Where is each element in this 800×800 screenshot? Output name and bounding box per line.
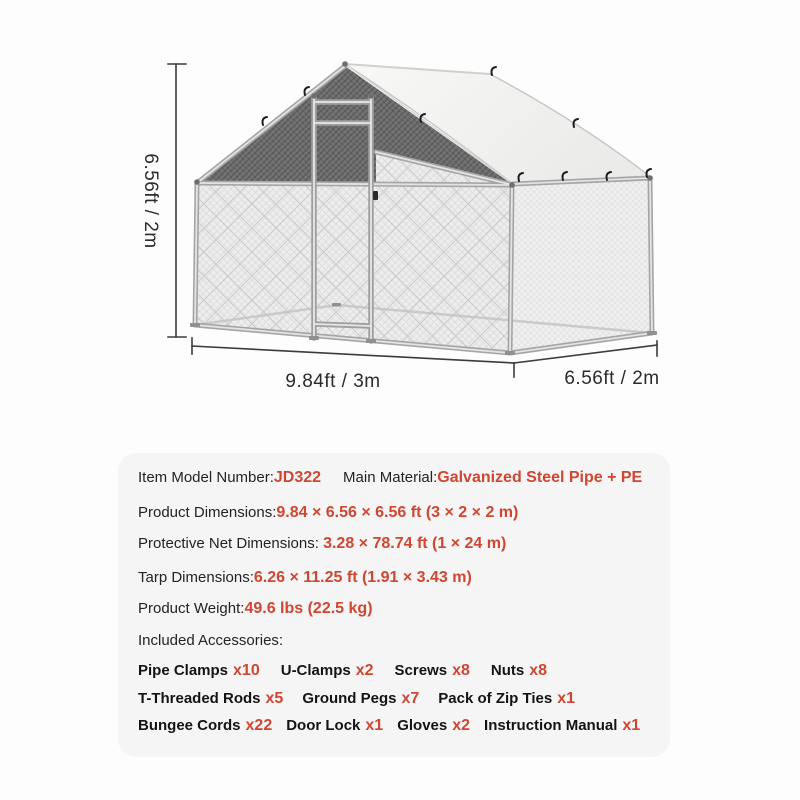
accessory-item: Door Lock x1	[286, 717, 384, 734]
accessories-heading: Included Accessories:	[138, 632, 284, 649]
spec-weight-label: Product Weight:	[138, 600, 245, 617]
accessory-item: Pack of Zip Ties x1	[438, 690, 576, 707]
spec-tarp-dimensions-value: 6.26 × 11.25 ft (1.91 × 3.43 m)	[253, 569, 472, 586]
width-dimension-label: 9.84ft / 3m	[285, 371, 381, 392]
door-lock	[373, 191, 378, 200]
spec-weight-value: 49.6 lbs (22.5 kg)	[244, 600, 373, 617]
spec-product-dimensions-label: Product Dimensions:	[138, 504, 277, 521]
spec-material	[343, 467, 642, 488]
accessory-item: Bungee Cords x22	[138, 717, 273, 734]
spec-model	[138, 467, 321, 488]
accessories-row-2	[138, 688, 650, 709]
depth-dimension-label: 6.56ft / 2m	[564, 368, 660, 389]
accessories-row-1	[138, 660, 650, 681]
spec-model-label: Item Model Number:	[138, 469, 274, 486]
spec-tarp-dimensions-label: Tarp Dimensions:	[138, 569, 254, 586]
accessories-row-3	[138, 715, 650, 736]
accessory-item: Instruction Manual x1	[484, 717, 641, 734]
spec-panel	[118, 453, 670, 757]
spec-row-product-dimensions	[138, 502, 650, 523]
accessory-item: Ground Pegs x7	[302, 690, 420, 707]
spec-material-value: Galvanized Steel Pipe + PE	[437, 469, 643, 486]
spec-row-net-dimensions	[138, 533, 650, 554]
accessory-item: Gloves x2	[397, 717, 471, 734]
spec-net-dimensions-label: Protective Net Dimensions:	[138, 535, 324, 552]
spec-model-value: JD322	[273, 469, 322, 486]
spec-net-dimensions-value: 3.28 × 78.74 ft (1 × 24 m)	[323, 535, 507, 552]
spec-row-weight	[138, 598, 650, 619]
spec-product-dimensions-value: 9.84 × 6.56 × 6.56 ft (3 × 2 × 2 m)	[276, 504, 519, 521]
accessory-item: U-Clamps x2	[280, 662, 374, 679]
spec-material-label: Main Material:	[343, 469, 438, 486]
accessory-item: T-Threaded Rods x5	[138, 690, 284, 707]
spec-row-tarp-dimensions	[138, 567, 650, 588]
accessory-item: Pipe Clamps x10	[138, 662, 260, 679]
accessory-item: Nuts x8	[490, 662, 548, 679]
accessory-item: Screws x8	[394, 662, 470, 679]
height-dimension-label: 6.56ft / 2m	[140, 153, 161, 249]
spec-row-model-material	[138, 467, 650, 488]
